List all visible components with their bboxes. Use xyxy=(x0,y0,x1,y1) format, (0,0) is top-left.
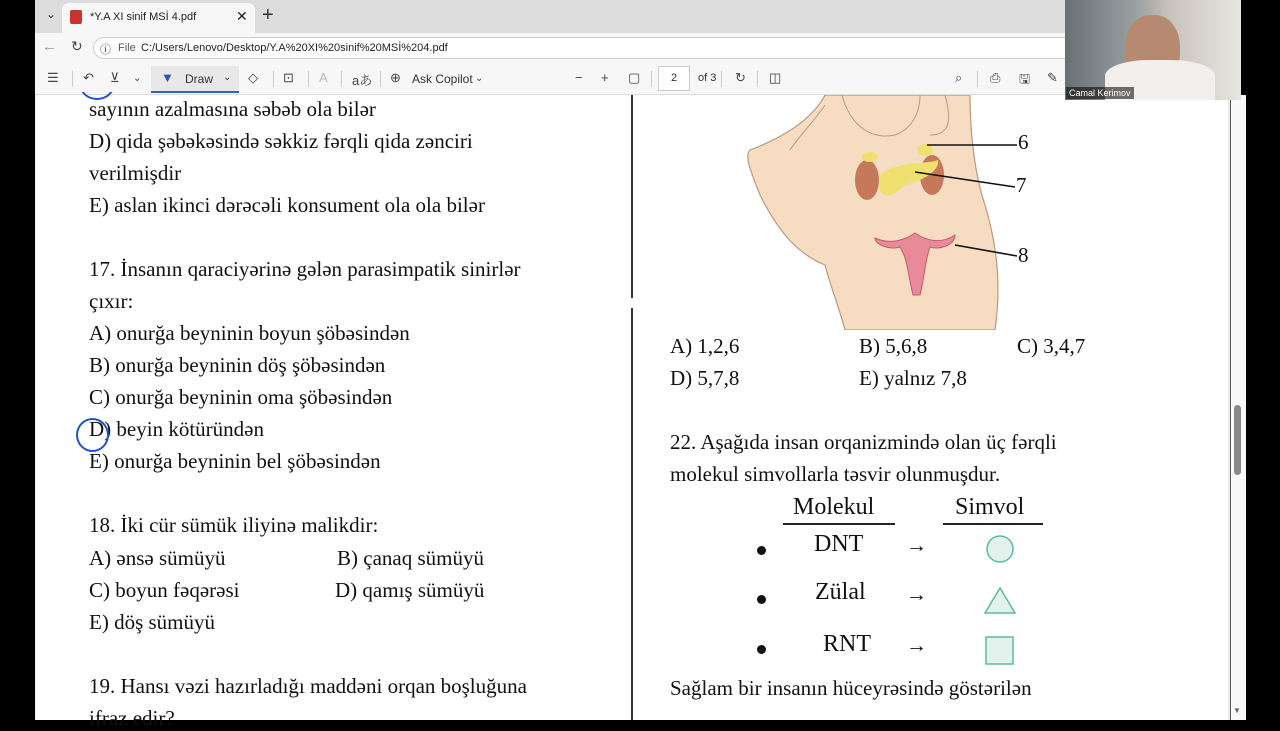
molecule-name: Zülal xyxy=(815,579,866,605)
figure-label: 8 xyxy=(1018,243,1029,267)
read-aloud-icon[interactable]: A xyxy=(319,70,328,85)
option: C) boyun fəqərəsi xyxy=(89,578,240,602)
rotate-icon[interactable]: ↻ xyxy=(735,70,746,85)
option: E) döş sümüyü xyxy=(89,610,215,634)
bullet xyxy=(757,645,766,654)
webcam-overlay xyxy=(1065,0,1241,100)
undo-icon[interactable]: ↶ xyxy=(83,70,94,85)
draw-button[interactable] xyxy=(151,66,239,93)
question-22: 22. Aşağıda insan orqanizmində olan üç fərqli xyxy=(670,430,1057,454)
pen-icon: ▼ xyxy=(161,70,174,85)
zoom-in-button[interactable]: + xyxy=(601,70,609,85)
question-22-followup: Sağlam bir insanın hüceyrəsində göstərilən xyxy=(670,676,1032,700)
info-icon: ⓘ xyxy=(100,44,111,56)
text-box-icon[interactable]: ⊡ xyxy=(283,70,294,85)
eraser-icon[interactable]: ◇ xyxy=(248,70,258,85)
url-text: C:/Users/Lenovo/Desktop/Y.A%20XI%20sinif%20MSİ%204.pdf xyxy=(141,42,448,54)
new-tab-button[interactable]: + xyxy=(262,4,274,26)
text-line: D) qida şəbəkəsində səkkiz fərqli qida zənciri xyxy=(89,129,473,153)
fit-page-icon[interactable]: ▢ xyxy=(628,70,641,85)
header-molekul: Molekul xyxy=(793,494,875,520)
copilot-chevron-icon[interactable]: ⌄ xyxy=(475,73,484,84)
bullet xyxy=(757,595,766,604)
close-tab-icon[interactable]: ✕ xyxy=(236,8,248,24)
option: E) yalnız 7,8 xyxy=(859,366,967,390)
page-view-icon[interactable]: ◫ xyxy=(769,70,782,85)
circle-symbol-icon xyxy=(987,536,1013,562)
search-icon[interactable]: ⌕ xyxy=(955,70,963,85)
molecule-name: RNT xyxy=(823,631,871,657)
text-line: E) aslan ikinci dərəcəli konsument ola ola bilər xyxy=(89,193,485,217)
highlight-chevron-icon[interactable]: ⌄ xyxy=(133,73,142,84)
pdf-icon xyxy=(70,10,82,24)
option: D) 5,7,8 xyxy=(670,366,740,390)
question-17-cont: çıxır: xyxy=(89,289,134,313)
address-bar[interactable] xyxy=(93,37,1065,59)
question-18: 18. İki cür sümük iliyinə malikdir: xyxy=(89,513,379,537)
draw-label: Draw xyxy=(185,72,214,86)
contents-icon[interactable]: ☰ xyxy=(47,70,59,85)
option: C) onurğa beyninin oma şöbəsindən xyxy=(89,385,393,409)
highlight-icon[interactable]: ⊻ xyxy=(110,70,120,85)
header-simvol: Simvol xyxy=(955,494,1025,520)
ink-circle-annotation xyxy=(76,418,109,452)
translate-icon[interactable]: aあ xyxy=(352,73,373,88)
print-icon[interactable]: ⎙ xyxy=(990,70,1001,85)
arrow-icon: → xyxy=(906,582,927,606)
scroll-down-icon[interactable]: ▼ xyxy=(1233,706,1241,715)
question-19: 19. Hansı vəzi hazırladığı maddəni orqan boşluğuna xyxy=(89,674,527,698)
text-line: verilmişdir xyxy=(89,161,182,185)
option: B) 5,6,8 xyxy=(859,334,928,358)
page-number-input[interactable]: 2 xyxy=(658,66,690,91)
scrollbar-thumb[interactable] xyxy=(1234,405,1241,475)
option: C) 3,4,7 xyxy=(1017,334,1086,358)
address-prefix: File xyxy=(118,42,136,54)
option: B) onurğa beyninin döş şöbəsindən xyxy=(89,353,386,377)
pdf-toolbar xyxy=(35,62,1065,95)
refresh-icon[interactable]: ↻ xyxy=(71,38,83,54)
square-symbol-icon xyxy=(986,637,1013,664)
triangle-symbol-icon xyxy=(985,588,1015,613)
header-underline xyxy=(943,523,1043,525)
symbol-shapes xyxy=(980,533,1020,668)
figure-label: 7 xyxy=(1016,173,1027,197)
option: A) 1,2,6 xyxy=(670,334,740,358)
tab-pdf[interactable] xyxy=(62,3,255,33)
arrow-icon: → xyxy=(906,533,927,557)
save-icon[interactable]: 🖫 xyxy=(1019,71,1031,86)
participant-name: Camal Kerimov xyxy=(1066,87,1134,99)
tab-list-chevron-icon[interactable]: ⌄ xyxy=(45,7,57,21)
option: A) onurğa beyninin boyun şöbəsindən xyxy=(89,321,410,345)
anatomy-figure xyxy=(730,95,1050,330)
option: B) çanaq sümüyü xyxy=(337,546,484,570)
page-total: of 3 xyxy=(698,72,717,84)
draw-chevron-icon: ⌄ xyxy=(223,72,232,83)
back-icon[interactable]: ← xyxy=(42,38,57,55)
option: D) qamış sümüyü xyxy=(335,578,485,602)
column-divider xyxy=(631,308,633,720)
column-divider xyxy=(631,95,633,298)
header-underline xyxy=(783,523,895,525)
question-22-cont: molekul simvollarla təsvir olunmuşdur. xyxy=(670,462,1001,486)
option: D) beyin kötüründən xyxy=(89,417,264,441)
figure-label: 6 xyxy=(1018,130,1029,154)
copilot-icon[interactable]: ⊕ xyxy=(390,70,401,85)
text-line: sayının azalmasına səbəb ola bilər xyxy=(89,97,376,121)
question-17: 17. İnsanın qaraciyərinə gələn parasimpatik sinirlər xyxy=(89,257,521,281)
tab-title: *Y.A XI sinif MSİ 4.pdf xyxy=(90,11,197,23)
zoom-out-button[interactable]: − xyxy=(575,70,583,85)
arrow-icon: → xyxy=(906,633,927,657)
ask-copilot-button[interactable]: Ask Copilot xyxy=(412,72,473,86)
bullet xyxy=(757,546,766,555)
question-19-cont: ifraz edir? xyxy=(89,706,175,730)
option: A) ənsə sümüyü xyxy=(89,546,226,570)
option: E) onurğa beyninin bel şöbəsindən xyxy=(89,449,381,473)
molecule-name: DNT xyxy=(814,531,864,557)
save-as-icon[interactable]: ✎ xyxy=(1047,70,1058,85)
